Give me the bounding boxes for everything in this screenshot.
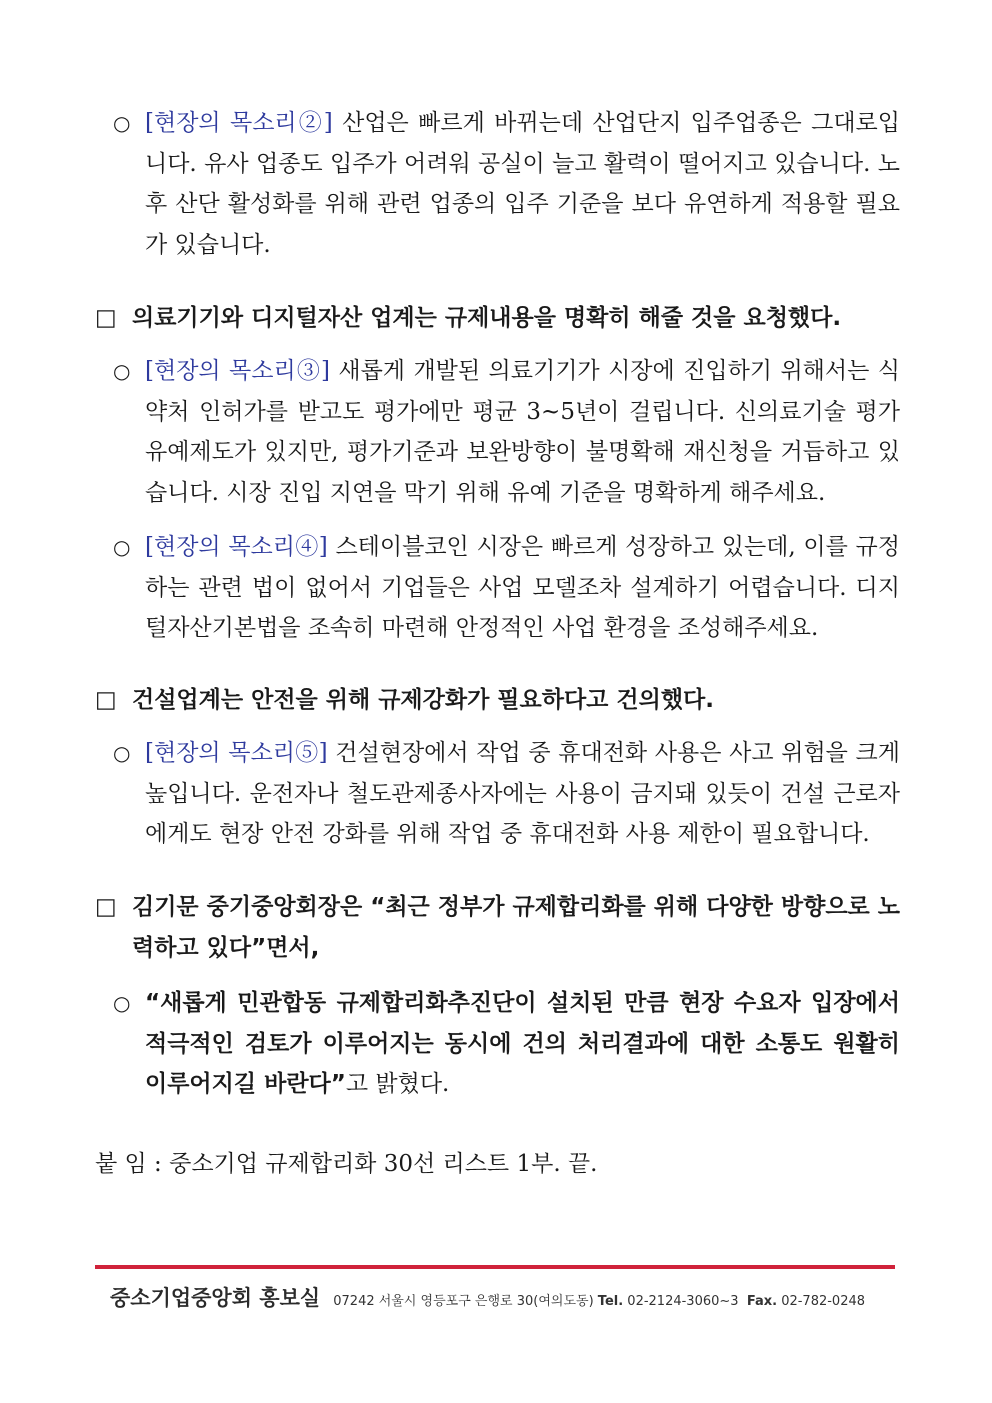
voice-text: 건설현장에서 작업 중 휴대전화 사용은 사고 위험을 크게 높입니다. 운전자나 철도관제종사자에는 사용이 금지돼 있듯이 건설 근로자에게도 현장 안전 강화를 위해 작업 중 휴대전화 사용 제한이 필요합니다. bbox=[145, 740, 900, 847]
circle-bullet: ○ bbox=[113, 359, 131, 383]
heading-2: □ 건설업계는 안전을 위해 규제강화가 필요하다고 건의했다. bbox=[95, 680, 900, 721]
voice-tag: [현장의 목소리⑤] bbox=[145, 740, 328, 766]
voice-tag: [현장의 목소리④] bbox=[145, 534, 328, 560]
voice-5 bbox=[95, 733, 900, 855]
voice-tag: [현장의 목소리②] bbox=[145, 110, 333, 136]
footer-org: 중소기업중앙회 홍보실 bbox=[110, 1286, 321, 1310]
voice-4 bbox=[95, 527, 900, 649]
square-bullet: □ bbox=[95, 305, 117, 331]
footer-address: 07242 서울시 영등포구 은행로 30(여의도동) Tel. 02-2124-3060~3 Fax. 02-782-0248 bbox=[333, 1294, 866, 1309]
voice-text: 새롭게 개발된 의료기기가 시장에 진입하기 위해서는 식약처 인허가를 받고도 평가에만 평균 3~5년이 걸립니다. 신의료기술 평가 유예제도가 있지만, 평가기준과 보완방향이 불명확해 재신청을 거듭하고 있습니다. 시장 진입 지연을 막기 위해 유예 기준을 명확하게 해주세요. bbox=[145, 358, 900, 506]
square-bullet: □ bbox=[95, 687, 117, 713]
attachment-line: 붙 임 : 중소기업 규제합리화 30선 리스트 1부. 끝. bbox=[95, 1151, 598, 1177]
heading-1: □ 의료기기와 디지털자산 업계는 규제내용을 명확히 해줄 것을 요청했다. bbox=[95, 298, 900, 339]
circle-bullet: ○ bbox=[113, 741, 131, 765]
footer bbox=[110, 1282, 865, 1312]
voice-text: 산업은 빠르게 바뀌는데 산업단지 입주업종은 그대로입니다. 유사 업종도 입주가 어려워 공실이 늘고 활력이 떨어지고 있습니다. 노후 산단 활성화를 위해 관련 업종의 입주 기준을 보다 유연하게 적용할 필요가 있습니다. bbox=[145, 110, 900, 258]
voice-text: 스테이블코인 시장은 빠르게 성장하고 있는데, 이를 규정하는 관련 법이 없어서 기업들은 사업 모델조차 설계하기 어렵습니다. 디지털자산기본법을 조속히 마련해 안정적인 사업 환경을 조성해주세요. bbox=[145, 534, 900, 641]
circle-bullet: ○ bbox=[113, 111, 131, 135]
square-bullet: □ bbox=[95, 894, 117, 920]
circle-bullet: ○ bbox=[113, 535, 131, 559]
quote-rest: 고 밝혔다. bbox=[345, 1071, 450, 1097]
voice-tag: [현장의 목소리③] bbox=[145, 358, 330, 384]
voice-2 bbox=[95, 103, 900, 265]
circle-bullet: ○ bbox=[113, 991, 131, 1015]
voice-3 bbox=[95, 351, 900, 513]
quote-paragraph bbox=[95, 983, 900, 1105]
footer-divider bbox=[95, 1265, 895, 1269]
heading-3: □ 김기문 중기중앙회장은 “최근 정부가 규제합리화를 위해 다양한 방향으로 노력하고 있다”면서, bbox=[95, 887, 900, 968]
quote-text: “새롭게 민관합동 규제합리화추진단이 설치된 만큼 현장 수요자 입장에서 적극적인 검토가 이루어지는 동시에 건의 처리결과에 대한 소통도 원활히 이루어지길 바란다” bbox=[145, 990, 900, 1097]
